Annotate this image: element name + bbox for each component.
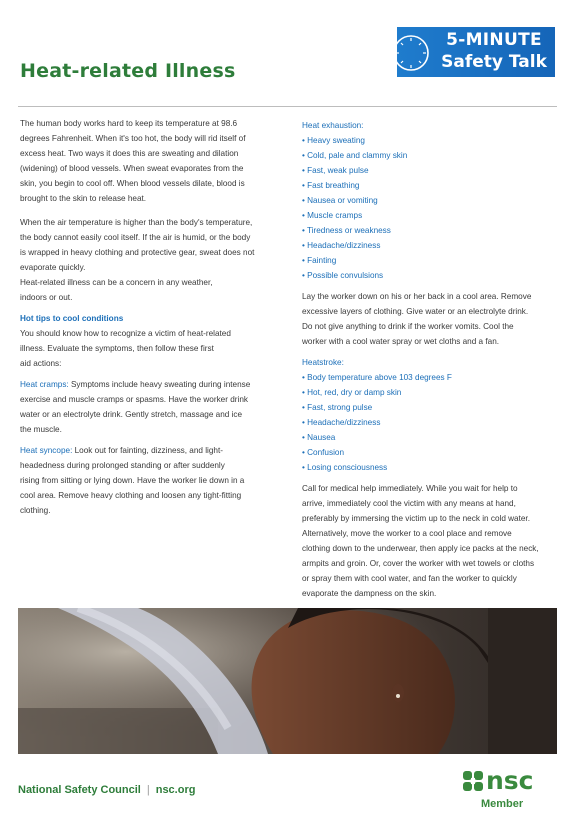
badge-line1: 5-MINUTE [446, 30, 542, 50]
tips-paragraph: You should know how to recognize a victim of heat-related illness. Evaluate the symptoms, then follow these first aid actions: [20, 329, 231, 368]
list-item: • Muscle cramps [302, 211, 363, 220]
member-label: Member [481, 798, 524, 810]
list-item: • Possible convulsions [302, 271, 384, 280]
stopwatch-icon [389, 30, 433, 74]
list-item: • Cold, pale and clammy skin [302, 151, 408, 160]
badge-line2: Safety Talk [441, 52, 547, 72]
heat-syncope-paragraph: Heat syncope: Look out for fainting, dizziness, and light- headedness during prolonged standing or after suddenly rising from sitting or lying down. Have the worker lie down in a cool area. Remove heavy clothing and loosen any tight-fitting clothing. [20, 446, 245, 515]
list-item: • Fast breathing [302, 181, 360, 190]
list-item: • Losing consciousness [302, 463, 388, 472]
heat-exhaustion-symptoms [302, 133, 558, 283]
tips-heading: Hot tips to cool conditions [20, 314, 124, 323]
right-column [302, 118, 558, 601]
safety-talk-badge [397, 27, 555, 77]
left-column [20, 116, 272, 518]
heat-exhaustion-action: Lay the worker down on his or her back in a cool area. Remove excessive layers of clothing. Give water or an electrolyte drink. Do not give anything to drink if the worker vomits. Cool the worker with a cool water spray or wet cloths and a fan. [302, 292, 532, 346]
heatstroke-symptoms [302, 370, 558, 475]
list-item: • Nausea [302, 433, 336, 442]
heatstroke-action: Call for medical help immediately. While you wait for help to arrive, immediately cool the victim with any means at hand, preferably by immersing the victim up to the neck in cold water. Alternatively, move the worker to a cool place and remove clothing down to the underwear, then apply ice packs at the neck, armpits and groin. Or, cover the worker with wet towels or cloths or spray them with cool water, and fan the worker to quickly evaporate the dampness on the skin. [302, 484, 539, 598]
page-title: Heat-related Illness [20, 60, 236, 82]
heatstroke-heading: Heatstroke: [302, 358, 344, 367]
list-item: • Nausea or vomiting [302, 196, 378, 205]
worker-photo-illustration [18, 608, 557, 754]
site-link[interactable]: nsc.org [155, 784, 196, 796]
list-item: • Headache/dizziness [302, 418, 381, 427]
air-temperature-paragraph: When the air temperature is higher than the body's temperature, the body cannot easily cool itself. If the air is humid, or the body is wrapped in heavy clothing and protective gear, sweat does not evaporate quickly. Heat-related illness can be a concern in any weather, indoors or out. [20, 218, 255, 302]
list-item: • Heavy sweating [302, 136, 365, 145]
worker-photo [18, 608, 557, 754]
nsc-wordmark: nsc [486, 766, 534, 795]
heat-syncope-label: Heat syncope: [20, 446, 73, 455]
org-name: National Safety Council [18, 784, 141, 796]
list-item: • Fast, weak pulse [302, 166, 369, 175]
heat-exhaustion-heading: Heat exhaustion: [302, 121, 364, 130]
list-item: • Fast, strong pulse [302, 403, 373, 412]
nsc-member-logo [462, 766, 542, 814]
list-item: • Confusion [302, 448, 345, 457]
intro-paragraph: The human body works hard to keep its temperature at 98.6 degrees Fahrenheit. When it's too hot, the body will rid itself of excess heat. Two ways it does this are sweating and dilation (widening) of blood vessels. When sweat evaporates from the skin, you begin to cool off. When blood vessels dilate, blood is brought to the skin to release heat. [20, 119, 246, 203]
header-divider [18, 106, 557, 107]
nsc-logo-icon [462, 770, 486, 794]
list-item: • Fainting [302, 256, 337, 265]
list-item: • Tiredness or weakness [302, 226, 391, 235]
footer-separator: | [146, 784, 150, 796]
footer-org [18, 784, 195, 796]
list-item: • Body temperature above 103 degrees F [302, 373, 452, 382]
list-item: • Hot, red, dry or damp skin [302, 388, 402, 397]
heat-cramps-label: Heat cramps: [20, 380, 69, 389]
list-item: • Headache/dizziness [302, 241, 381, 250]
heat-cramps-paragraph: Heat cramps: Symptoms include heavy sweating during intense exercise and muscle cramps or spasms. Have the worker drink water or an electrolyte drink. Gently stretch, massage and ice the muscle. [20, 380, 251, 434]
